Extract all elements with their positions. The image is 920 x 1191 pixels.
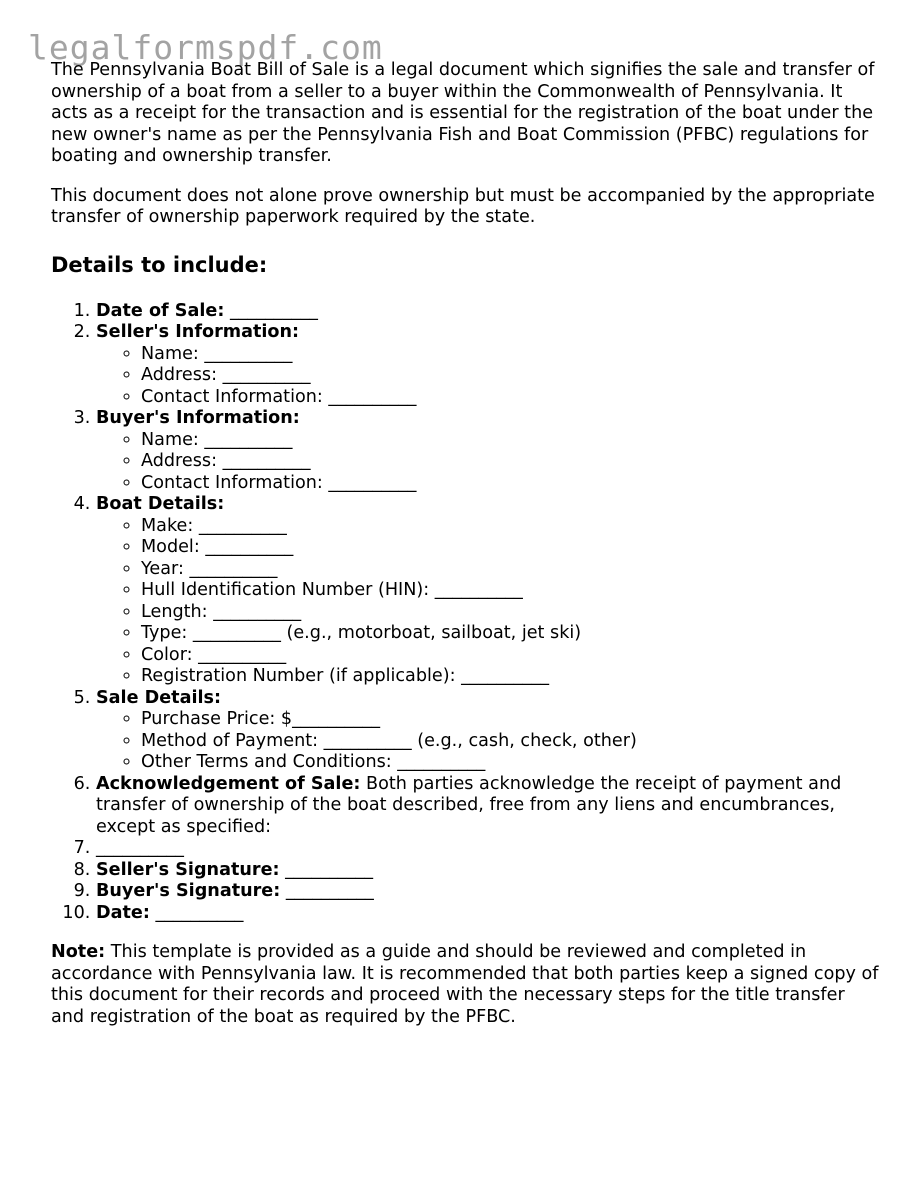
sub-item: ◦ Contact Information: __________ (141, 473, 881, 495)
sub-item: ◦ Length: __________ (141, 602, 881, 624)
item-date-of-sale (96, 301, 881, 323)
item-blank: __________ (149, 902, 244, 923)
item-label: Buyer's Information: (96, 408, 300, 428)
sub-list (96, 709, 881, 774)
sub-item: ◦ Year: __________ (141, 559, 881, 581)
sub-item: ◦ Name: __________ (141, 344, 881, 366)
item-label: Seller's Information: (96, 322, 300, 342)
item-label: Buyer's Signature: (96, 881, 281, 901)
sub-item: ◦ Other Terms and Conditions: __________ (141, 752, 881, 774)
sub-item: ◦ Name: __________ (141, 430, 881, 452)
item-sale-details (96, 688, 881, 774)
sub-item: ◦ Contact Information: __________ (141, 387, 881, 409)
document-body (51, 60, 881, 1028)
sub-item: ◦ Type: __________ (e.g., motorboat, sailboat, jet ski) (141, 623, 881, 645)
sub-item: ◦ Model: __________ (141, 537, 881, 559)
item-blank: __________ (280, 881, 374, 901)
item-seller-signature (96, 860, 881, 882)
item-label: Boat Details: (96, 494, 225, 514)
note-paragraph (51, 942, 881, 1028)
sub-item: ◦ Color: __________ (141, 645, 881, 667)
item-date (96, 903, 881, 925)
sub-list (96, 430, 881, 495)
details-list (51, 301, 881, 925)
item-buyer-signature (96, 881, 881, 903)
sub-list (96, 516, 881, 688)
item-seller-information (96, 322, 881, 408)
sub-item: ◦ Registration Number (if applicable): __________ (141, 666, 881, 688)
intro-paragraph-2: This document does not alone prove ownership but must be accompanied by the appropriate transfer of ownership paperwork required by the state. (51, 185, 875, 227)
sub-item: ◦ Make: __________ (141, 516, 881, 538)
sub-item: ◦ Hull Identification Number (HIN): __________ (141, 580, 881, 602)
watermark-logo: legalformspdf.com (28, 28, 383, 67)
item-blank-line (96, 838, 881, 860)
note-label: Note: (51, 942, 106, 962)
item-boat-details (96, 494, 881, 688)
item-blank: __________ (96, 838, 184, 858)
item-label: Date of Sale: (96, 300, 225, 321)
section-heading: Details to include: (51, 252, 268, 277)
item-label: Date: (96, 902, 150, 923)
item-buyer-information (96, 408, 881, 494)
note-text: This template is provided as a guide and should be reviewed and completed in accordance with Pennsylvania law. It is recommended that both parties keep a signed copy of this document for their records and proceed with the necessary steps for the title transfer and registration of the boat as required by the PFBC. (51, 942, 879, 1027)
item-text: Both parties acknowledge the receipt of payment and transfer of ownership of the boat described, free from any liens and encumbrances, except as specified: (96, 773, 842, 837)
sub-item: ◦ Method of Payment: __________ (e.g., cash, check, other) (141, 731, 881, 753)
item-label: Sale Details: (96, 687, 222, 708)
sub-item: ◦ Address: __________ (141, 451, 881, 473)
item-acknowledgement (96, 774, 881, 839)
item-label: Seller's Signature: (96, 859, 280, 880)
item-blank: __________ (224, 300, 318, 321)
intro-paragraph: The Pennsylvania Boat Bill of Sale is a legal document which signifies the sale and transfer of ownership of a boat from a seller to a buyer within the Commonwealth of Pennsylvania. It acts as a receipt for the transaction and is essential for the registration of the boat under the new owner's name as per the Pennsylvania Fish and Boat Commission (PFBC) regulations for boating and ownership transfer. (51, 60, 875, 166)
item-blank: __________ (279, 859, 374, 880)
sub-list (96, 344, 881, 409)
sub-item: ◦ Address: __________ (141, 365, 881, 387)
sub-item: ◦ Purchase Price: $__________ (141, 709, 881, 731)
item-label: Acknowledgement of Sale: (96, 773, 361, 794)
